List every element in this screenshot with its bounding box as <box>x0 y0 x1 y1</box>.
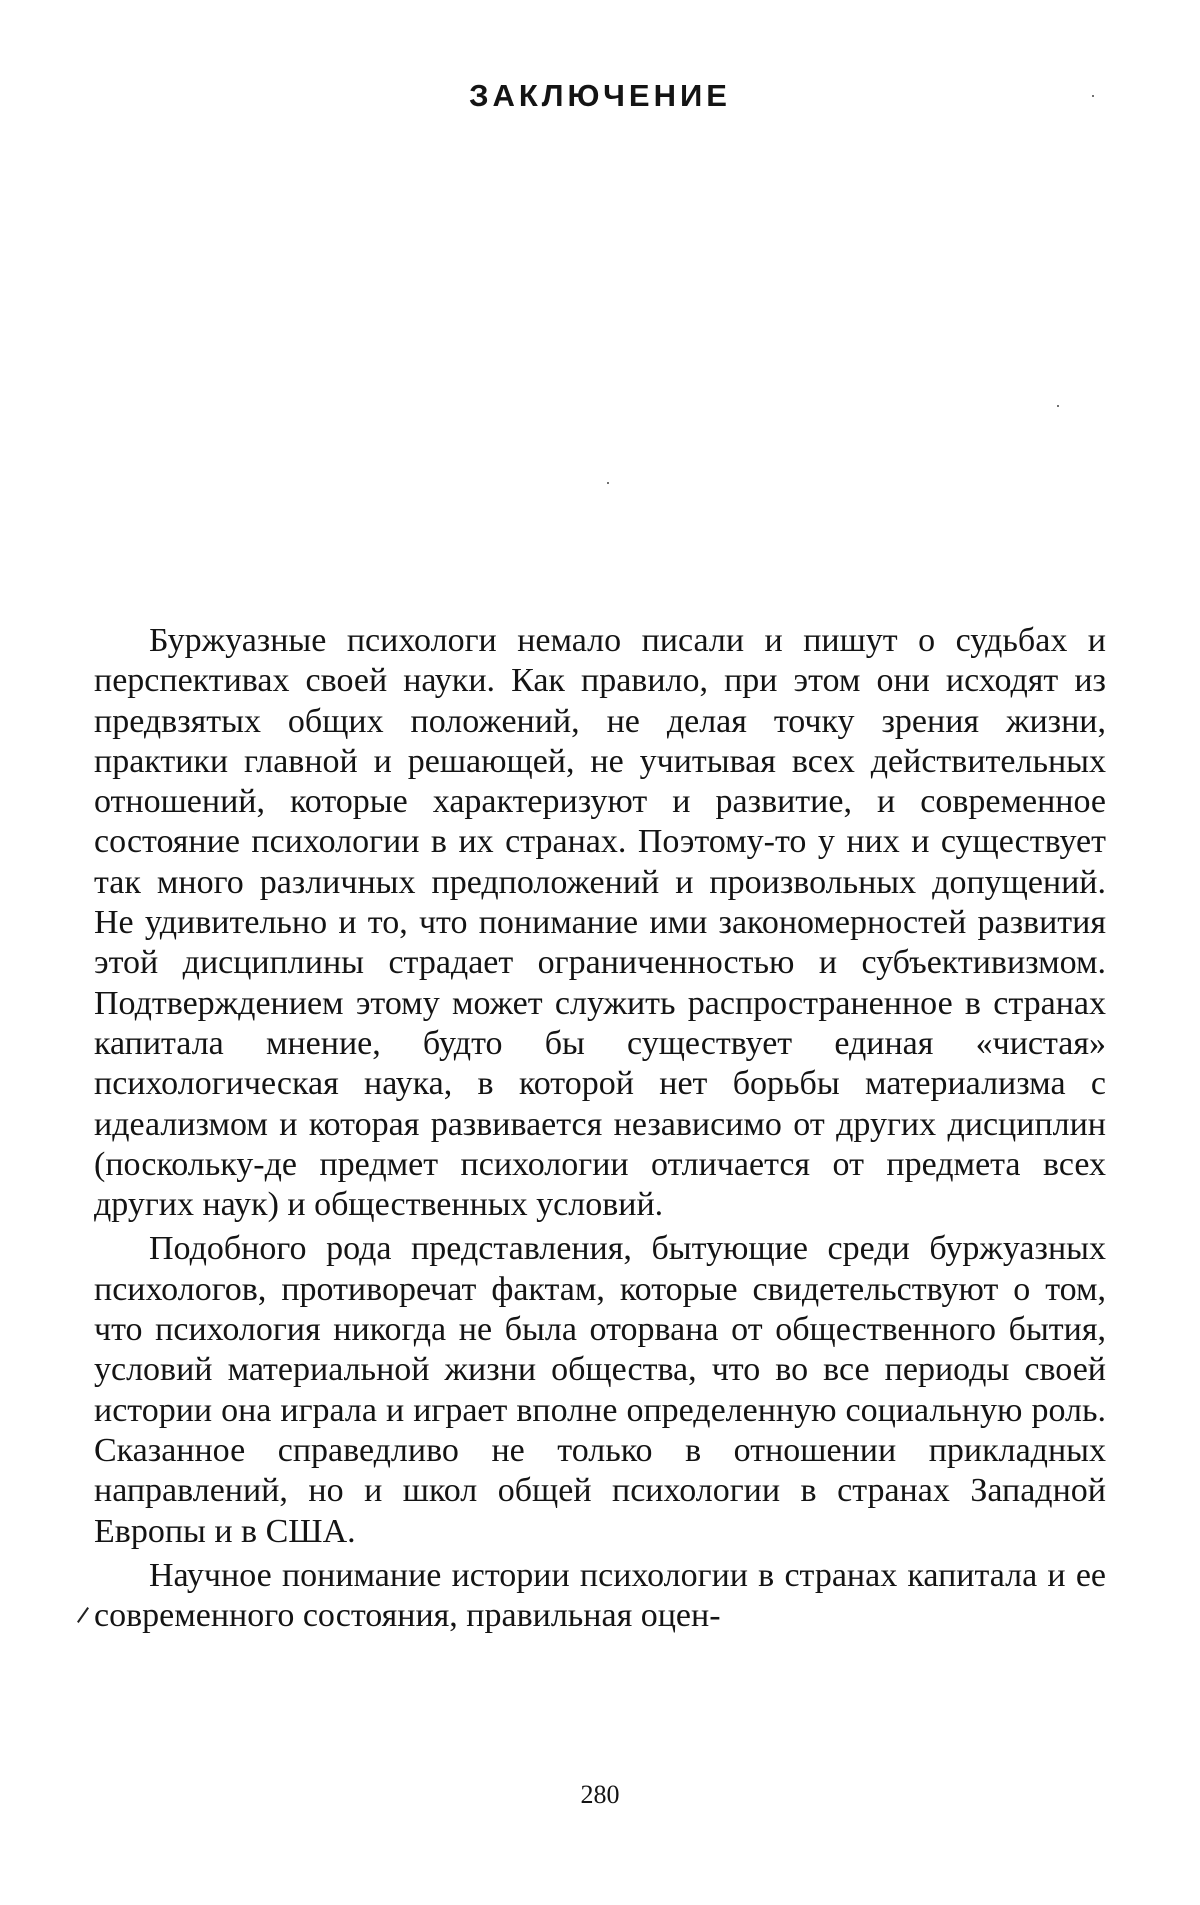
print-speck <box>607 482 609 484</box>
margin-pencil-mark <box>77 1607 89 1623</box>
paragraph-1: Буржуазные психологи немало писали и пишут о судьбах и перспективах своей науки. Как правило, при этом они исходят из предвзятых общих положений, не делая точку зрения жизни, практики главной и решающей, не учитывая всех действительных отношений, которые характеризуют и развитие, и современное состояние психологии в их странах. Поэтому-то у них и существует так много различных предположений и произвольных допущений. Не удивительно и то, что понимание ими закономерностей развития этой дисциплины страдает ограниченностью и субъективизмом. Подтверждением этому может служить распространенное в странах капитала мнение, будто бы существует единая «чистая» психологическая наука, в которой нет борьбы материализма с идеализмом и которая развивается независимо от других дисциплин (поскольку-де предмет психологии отличается от предмета всех других наук) и общественных условий. <box>94 622 1106 1224</box>
print-speck <box>1057 405 1059 407</box>
page-number: 280 <box>580 1780 620 1809</box>
print-speck <box>1092 95 1094 97</box>
paragraph-3: Научное понимание истории психологии в странах капитала и ее современного состояния, правильная оцен- <box>94 1556 1106 1635</box>
chapter-heading: ЗАКЛЮЧЕНИЕ <box>469 78 731 113</box>
paragraph-2: Подобного рода представления, бытующие среди буржуазных психологов, противоречат фактам, которые свидетельствуют о том, что психология никогда не была оторвана от общественного бытия, условий материальной жизни общества, что во все периоды своей истории она играла и играет вполне определенную социальную роль. Сказанное справедливо не только в отношении прикладных направлений, но и школ общей психологии в странах Западной Европы и в США. <box>94 1230 1106 1550</box>
body-text <box>94 621 1106 1640</box>
